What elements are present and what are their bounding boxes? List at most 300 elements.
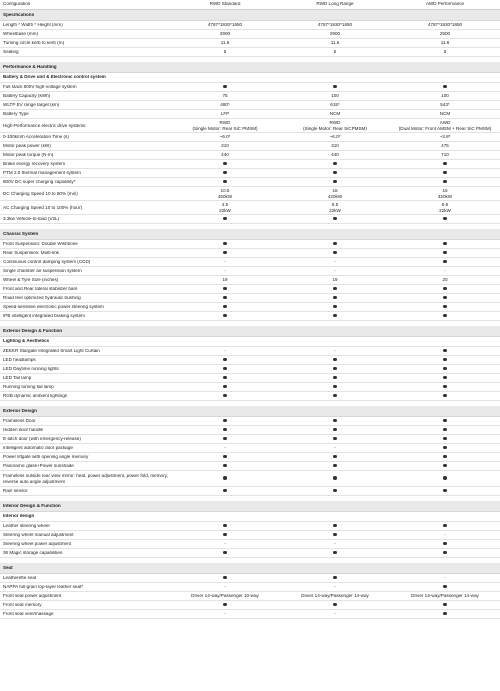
included-dot-icon (170, 376, 280, 381)
included-dot-icon (170, 524, 280, 529)
filled-dot-icon (333, 358, 337, 362)
value-cell: 310 (221, 143, 229, 148)
row-label: 800V DC super charging capability* (3, 179, 76, 184)
included-dot-icon (170, 367, 280, 372)
header-rwd-long-range: RWD Long Range (316, 2, 354, 7)
value-cell: 16 420kW (327, 188, 343, 199)
included-dot-icon (280, 419, 390, 424)
filled-dot-icon (223, 217, 227, 221)
value-cell: LFP (220, 111, 230, 116)
included-dot-icon (280, 314, 390, 319)
included-dot-icon (170, 305, 280, 310)
value-cell: - (334, 348, 336, 353)
filled-dot-icon (443, 162, 447, 166)
table-row (0, 426, 500, 435)
value-cell: 11.6 (330, 40, 340, 45)
table-row (0, 119, 500, 133)
filled-dot-icon (443, 489, 447, 493)
table-row (0, 240, 500, 249)
included-dot-icon (280, 162, 390, 167)
filled-dot-icon (443, 180, 447, 184)
filled-dot-icon (443, 524, 447, 528)
value-cell: - (334, 259, 336, 264)
included-dot-icon (170, 489, 280, 494)
included-dot-icon (170, 314, 280, 319)
table-row (0, 471, 500, 487)
included-dot-icon (280, 603, 390, 608)
row-label: Front seat power adjustment (3, 593, 62, 598)
value-cell: 19 (332, 277, 338, 282)
included-dot-icon (170, 171, 280, 176)
filled-dot-icon (333, 242, 337, 246)
value-cell: 615* (330, 102, 340, 107)
filled-dot-icon (223, 314, 227, 318)
value-cell: 4787*1930*1650 (427, 22, 463, 27)
filled-dot-icon (333, 476, 337, 480)
filled-dot-icon (443, 612, 447, 616)
table-row (0, 383, 500, 392)
included-dot-icon (390, 489, 500, 494)
filled-dot-icon (333, 385, 337, 389)
included-dot-icon (170, 455, 280, 460)
included-dot-icon (280, 489, 390, 494)
table-row (0, 142, 500, 151)
included-dot-icon (390, 314, 500, 319)
filled-dot-icon (333, 251, 337, 255)
row-label: Battery Capacity (kWh) (3, 93, 51, 98)
row-label: LED Tail lamp (3, 375, 32, 380)
filled-dot-icon (333, 455, 337, 459)
table-row (0, 92, 500, 101)
filled-dot-icon (333, 533, 337, 537)
value-cell: 2900 (219, 31, 231, 36)
value-cell: ~3.8* (439, 134, 451, 139)
included-dot-icon (390, 358, 500, 363)
value-cell: Driver 14-way/Passenger 14-way (301, 593, 369, 598)
row-label: Rear Suspension: Multi-link (3, 250, 59, 255)
filled-dot-icon (333, 85, 337, 89)
filled-dot-icon (443, 367, 447, 371)
row-label: Intelligent automatic door package (3, 445, 73, 450)
table-row (0, 201, 500, 215)
value-cell: 5.5 22kW (329, 202, 341, 213)
filled-dot-icon (443, 349, 447, 353)
value-cell: 440 (221, 152, 229, 157)
filled-dot-icon (443, 305, 447, 309)
value-cell: 5 (333, 49, 337, 54)
section-title: Seat (3, 565, 13, 570)
filled-dot-icon (333, 603, 337, 607)
section-title: Chassis System (3, 231, 39, 236)
filled-dot-icon (223, 551, 227, 555)
header-configuration: Configuration (3, 2, 31, 7)
filled-dot-icon (223, 367, 227, 371)
included-dot-icon (280, 287, 390, 292)
table-row (0, 601, 500, 610)
table-row (0, 83, 500, 92)
row-label: Motor peak torque (N·m) (3, 152, 54, 157)
spec-rows (0, 10, 500, 619)
filled-dot-icon (223, 180, 227, 184)
row-label: Running turning tail lamp (3, 384, 54, 389)
table-row (0, 276, 500, 285)
included-dot-icon (280, 476, 390, 481)
included-dot-icon (390, 242, 500, 247)
row-label: Full stack 800V high-voltage system (3, 84, 77, 89)
table-row (0, 294, 500, 303)
row-label: Brake energy recovery system (3, 161, 66, 166)
table-row (0, 101, 500, 110)
included-dot-icon (390, 162, 500, 167)
filled-dot-icon (443, 385, 447, 389)
filled-dot-icon (443, 296, 447, 300)
row-label: Panoramic glass+Power sunshade (3, 463, 74, 468)
filled-dot-icon (333, 394, 337, 398)
filled-dot-icon (443, 376, 447, 380)
included-dot-icon (280, 464, 390, 469)
value-cell: 5 (443, 49, 447, 54)
included-dot-icon (280, 85, 390, 90)
table-row (0, 312, 500, 321)
value-cell: - (224, 611, 226, 616)
row-label: Road feel optimized hydraulic bushing (3, 295, 81, 300)
filled-dot-icon (333, 171, 337, 175)
filled-dot-icon (443, 476, 447, 480)
filled-dot-icon (333, 376, 337, 380)
included-dot-icon (280, 367, 390, 372)
filled-dot-icon (443, 394, 447, 398)
included-dot-icon (390, 180, 500, 185)
table-row (0, 462, 500, 471)
row-label: Rain sensor (3, 488, 28, 493)
filled-dot-icon (333, 217, 337, 221)
included-dot-icon (390, 437, 500, 442)
filled-dot-icon (223, 428, 227, 432)
filled-dot-icon (443, 217, 447, 221)
value-cell: - (444, 268, 446, 273)
filled-dot-icon (223, 603, 227, 607)
table-row (0, 215, 500, 224)
included-dot-icon (170, 476, 280, 481)
included-dot-icon (390, 476, 500, 481)
included-dot-icon (280, 428, 390, 433)
included-dot-icon (390, 464, 500, 469)
included-dot-icon (280, 180, 390, 185)
included-dot-icon (280, 217, 390, 222)
row-label: Frameless outside rear view mirror: heat, power adjustment, power fold, memory, reverse auto angle adjustment (3, 473, 168, 484)
included-dot-icon (390, 612, 500, 617)
included-dot-icon (390, 171, 500, 176)
value-cell: 543* (440, 102, 450, 107)
value-cell: - (334, 611, 336, 616)
included-dot-icon (170, 419, 280, 424)
value-cell: 4787*1930*1650 (207, 22, 243, 27)
section-header (0, 406, 500, 417)
value-cell: 4787*1930*1650 (317, 22, 353, 27)
row-label: Seating (3, 49, 19, 54)
filled-dot-icon (443, 437, 447, 441)
header-awd-performance: AWD Performance (425, 2, 465, 7)
row-label: 0-100km/h Acceleration Time (s) (3, 134, 69, 139)
value-cell: 11.6 (440, 40, 450, 45)
row-label: Leatherette seat (3, 575, 37, 580)
subsection-header (0, 73, 500, 83)
filled-dot-icon (223, 358, 227, 362)
row-label: E-latch door (with emergency-release) (3, 436, 81, 441)
row-label: Leather steering wheel (3, 523, 50, 528)
table-row (0, 453, 500, 462)
value-cell: 5 (223, 49, 227, 54)
row-label: Wheel & Tyre Size (inches) (3, 277, 59, 282)
included-dot-icon (390, 85, 500, 90)
filled-dot-icon (333, 437, 337, 441)
filled-dot-icon (443, 455, 447, 459)
filled-dot-icon (223, 455, 227, 459)
filled-dot-icon (443, 542, 447, 546)
value-cell: 16 420kW (437, 188, 453, 199)
table-row (0, 583, 500, 592)
section-header (0, 62, 500, 73)
row-label: WLTP EV range target (km) (3, 102, 60, 107)
table-row (0, 151, 500, 160)
included-dot-icon (170, 394, 280, 399)
row-label: Single chamber air suspension system (3, 268, 82, 273)
row-label: RGB dynamic ambient lightings (3, 393, 68, 398)
row-label: NAPPA full-grain top-layer leather seat* (3, 584, 84, 589)
included-dot-icon (170, 162, 280, 167)
section-title: Interior Design & Function (3, 503, 61, 508)
row-label: LED headlamps (3, 357, 36, 362)
value-cell: - (334, 541, 336, 546)
included-dot-icon (280, 524, 390, 529)
table-row (0, 531, 500, 540)
value-cell: 100 (331, 93, 339, 98)
value-cell: - (334, 445, 336, 450)
section-title: Exterior Design & Function (3, 328, 63, 333)
row-label: Speed-sensitive electronic power steering system (3, 304, 104, 309)
table-row (0, 347, 500, 356)
included-dot-icon (390, 376, 500, 381)
filled-dot-icon (223, 287, 227, 291)
included-dot-icon (280, 551, 390, 556)
row-label: ZEEKR Stargate Integrated Smart Light Curtain (3, 348, 100, 353)
included-dot-icon (390, 455, 500, 460)
value-cell: ~6.0* (219, 134, 231, 139)
included-dot-icon (390, 260, 500, 265)
row-label: Front and Rear lateral stabilizer bars (3, 286, 78, 291)
filled-dot-icon (443, 419, 447, 423)
table-row (0, 178, 500, 187)
row-label: Front seat memory (3, 602, 42, 607)
filled-dot-icon (223, 489, 227, 493)
value-cell: 440 (331, 152, 339, 157)
value-cell: ~6.0* (329, 134, 341, 139)
value-cell: NCM (329, 111, 341, 116)
value-cell: 5.5 22kW (439, 202, 451, 213)
row-label: Steering wheel manual adjustment (3, 532, 74, 537)
value-cell: 4.5 22kW (219, 202, 231, 213)
filled-dot-icon (443, 287, 447, 291)
filled-dot-icon (333, 287, 337, 291)
included-dot-icon (390, 349, 500, 354)
value-cell: 10.5 450kW (217, 188, 233, 199)
row-label: 36 Magic storage capabilities (3, 550, 63, 555)
value-cell: - (334, 584, 336, 589)
subsection-header (0, 337, 500, 347)
row-label: Length * Width * Height (mm) (3, 22, 63, 27)
filled-dot-icon (223, 171, 227, 175)
value-cell: - (334, 268, 336, 273)
table-row (0, 365, 500, 374)
value-cell: - (224, 259, 226, 264)
filled-dot-icon (223, 476, 227, 480)
table-row (0, 169, 500, 178)
row-label: DC Charging Speed 10 to 80% (min) (3, 190, 78, 196)
section-header (0, 229, 500, 240)
row-label: PTM 2.0 thermal management system (3, 170, 81, 175)
table-row (0, 610, 500, 619)
included-dot-icon (390, 251, 500, 256)
table-row (0, 267, 500, 276)
filled-dot-icon (333, 419, 337, 423)
included-dot-icon (280, 305, 390, 310)
included-dot-icon (390, 287, 500, 292)
included-dot-icon (280, 576, 390, 581)
table-row (0, 48, 500, 57)
filled-dot-icon (223, 385, 227, 389)
value-cell: RWD (Single Motor: Rear SiCPMSM) (303, 120, 367, 131)
section-header (0, 326, 500, 337)
value-cell: 19 (222, 277, 228, 282)
table-row (0, 303, 500, 312)
subsection-title: Interior design (3, 514, 35, 519)
included-dot-icon (170, 576, 280, 581)
included-dot-icon (390, 524, 500, 529)
included-dot-icon (280, 296, 390, 301)
subsection-title: Battery & Drive unit & Electronic control system (3, 75, 106, 80)
filled-dot-icon (443, 603, 447, 607)
table-row (0, 435, 500, 444)
filled-dot-icon (223, 437, 227, 441)
filled-dot-icon (223, 376, 227, 380)
row-label: Hidden door handle (3, 427, 44, 432)
subsection-header (0, 512, 500, 522)
row-label: Battery Type (3, 111, 29, 116)
value-cell: 2900 (439, 31, 451, 36)
included-dot-icon (170, 242, 280, 247)
value-cell: 100 (441, 93, 449, 98)
included-dot-icon (280, 171, 390, 176)
value-cell: NCM (439, 111, 451, 116)
filled-dot-icon (333, 551, 337, 555)
filled-dot-icon (443, 85, 447, 89)
row-label: AC Charging Speed 10 to 100% (hour) (3, 204, 82, 210)
value-cell: - (224, 541, 226, 546)
value-cell: - (224, 348, 226, 353)
filled-dot-icon (443, 551, 447, 555)
table-row (0, 549, 500, 558)
included-dot-icon (170, 437, 280, 442)
table-row (0, 110, 500, 119)
filled-dot-icon (223, 533, 227, 537)
table-row (0, 540, 500, 549)
included-dot-icon (170, 296, 280, 301)
filled-dot-icon (333, 524, 337, 528)
filled-dot-icon (223, 576, 227, 580)
included-dot-icon (170, 551, 280, 556)
table-row (0, 417, 500, 426)
table-row (0, 258, 500, 267)
section-title: Performance & Handling (3, 64, 57, 69)
value-cell: 710 (441, 152, 449, 157)
table-row (0, 374, 500, 383)
filled-dot-icon (443, 260, 447, 264)
included-dot-icon (390, 367, 500, 372)
included-dot-icon (390, 428, 500, 433)
value-cell: - (224, 268, 226, 273)
filled-dot-icon (333, 367, 337, 371)
included-dot-icon (390, 603, 500, 608)
filled-dot-icon (333, 305, 337, 309)
row-label: Steering wheel power adjustment (3, 541, 71, 546)
filled-dot-icon (223, 162, 227, 166)
filled-dot-icon (333, 296, 337, 300)
value-cell: Driver 14-way/Passenger 14-way (411, 593, 479, 598)
included-dot-icon (390, 385, 500, 390)
included-dot-icon (390, 585, 500, 590)
included-dot-icon (170, 180, 280, 185)
filled-dot-icon (333, 180, 337, 184)
row-label: LED Daytime running lights (3, 366, 59, 371)
included-dot-icon (390, 419, 500, 424)
included-dot-icon (390, 305, 500, 310)
filled-dot-icon (223, 251, 227, 255)
filled-dot-icon (333, 428, 337, 432)
filled-dot-icon (223, 296, 227, 300)
filled-dot-icon (333, 576, 337, 580)
table-row (0, 356, 500, 365)
included-dot-icon (390, 296, 500, 301)
filled-dot-icon (333, 489, 337, 493)
table-row (0, 249, 500, 258)
value-cell: - (224, 584, 226, 589)
included-dot-icon (170, 251, 280, 256)
section-header (0, 10, 500, 21)
included-dot-icon (390, 446, 500, 451)
section-title: Exterior Design (3, 408, 37, 413)
header-rwd-standard: RWD Standard (209, 2, 241, 7)
row-label: IPB intelligent integrated braking system (3, 313, 85, 318)
included-dot-icon (280, 437, 390, 442)
filled-dot-icon (443, 585, 447, 589)
value-cell: 475 (441, 143, 449, 148)
included-dot-icon (170, 533, 280, 538)
filled-dot-icon (223, 464, 227, 468)
value-cell: AWD (Dual Motor: Front AMSM + Rear SiC PMSM) (398, 120, 492, 131)
table-row (0, 187, 500, 201)
included-dot-icon (390, 217, 500, 222)
included-dot-icon (170, 603, 280, 608)
filled-dot-icon (333, 162, 337, 166)
included-dot-icon (280, 251, 390, 256)
filled-dot-icon (223, 524, 227, 528)
value-cell: 20 (442, 277, 448, 282)
included-dot-icon (390, 542, 500, 547)
row-label: Frameless Door (3, 418, 36, 423)
value-cell: 480* (220, 102, 230, 107)
included-dot-icon (280, 385, 390, 390)
included-dot-icon (390, 551, 500, 556)
